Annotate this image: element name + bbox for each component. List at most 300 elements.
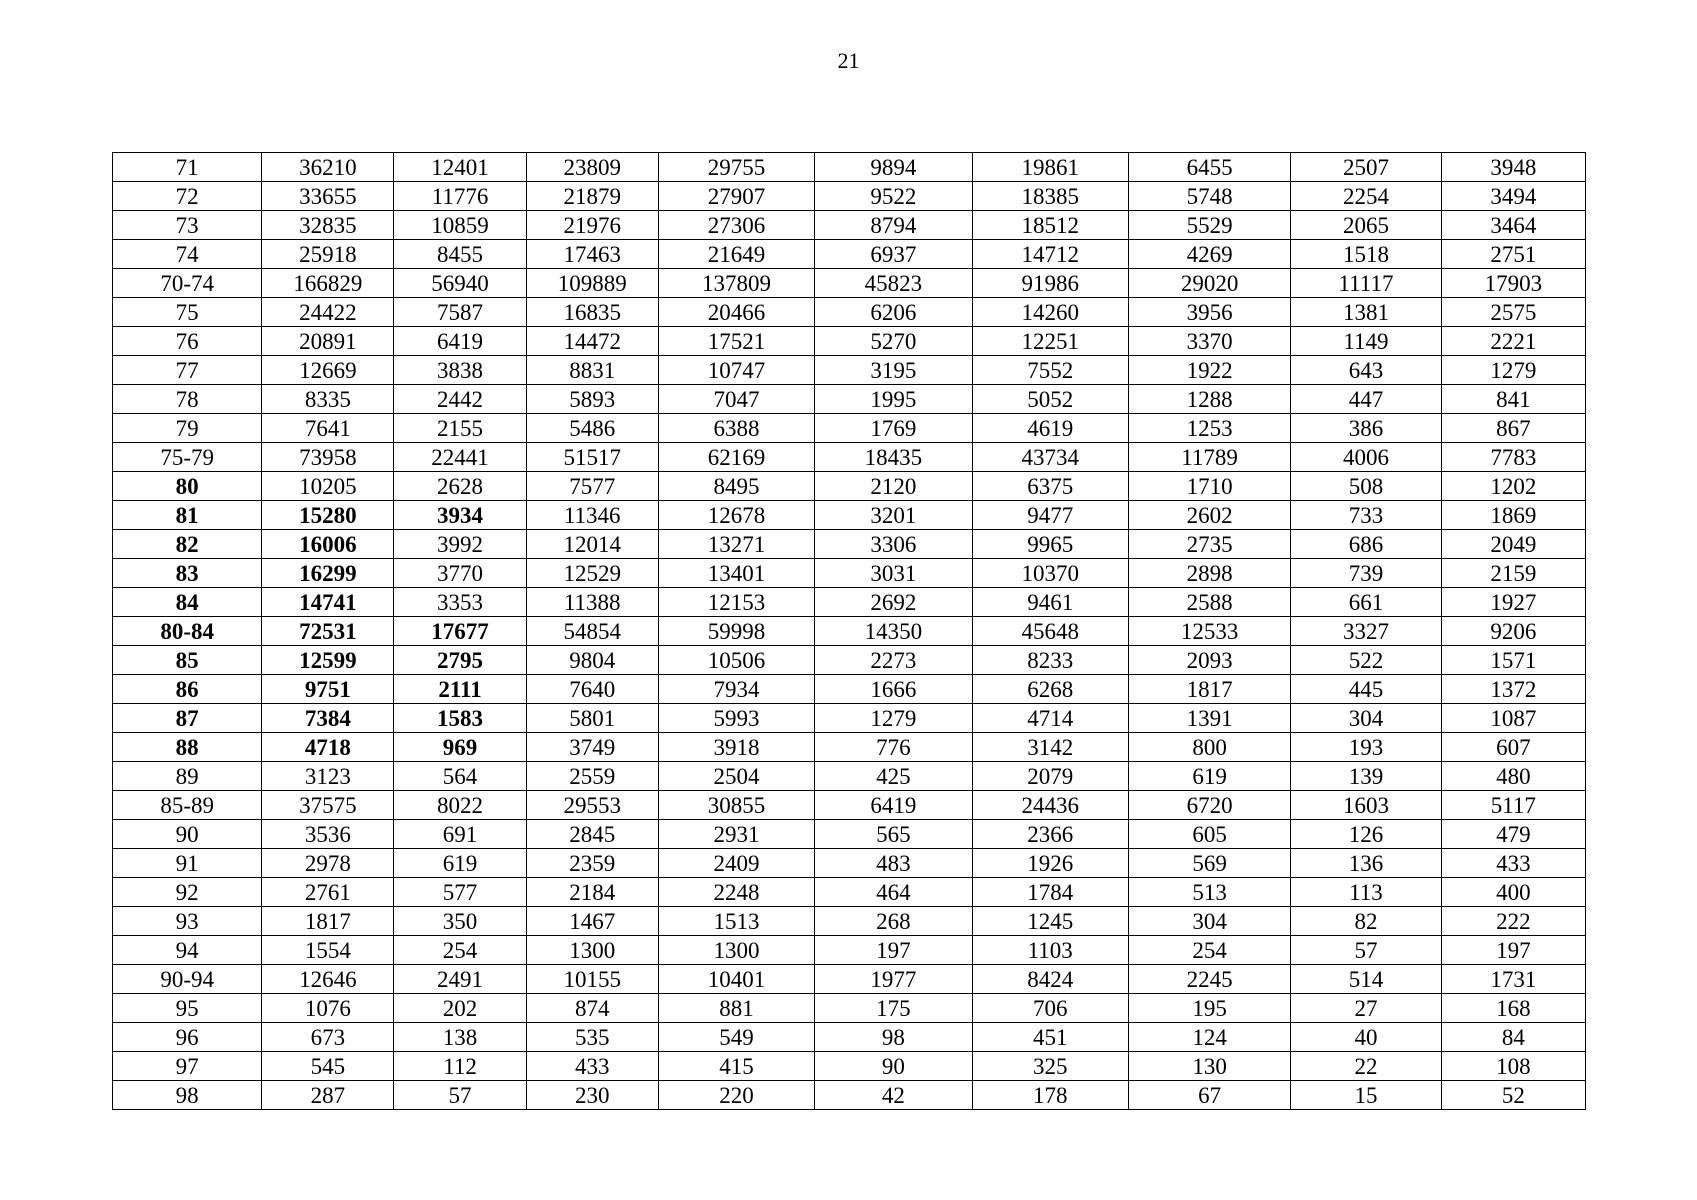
table-cell: 12599 bbox=[262, 646, 394, 675]
table-cell: 545 bbox=[262, 1052, 394, 1081]
table-cell: 2761 bbox=[262, 878, 394, 907]
row-label-cell: 92 bbox=[113, 878, 262, 907]
table-cell: 42 bbox=[815, 1081, 972, 1110]
table-cell: 6455 bbox=[1128, 153, 1290, 182]
table-cell: 874 bbox=[526, 994, 658, 1023]
table-cell: 3201 bbox=[815, 501, 972, 530]
table-row bbox=[113, 443, 1586, 472]
table-cell: 17521 bbox=[658, 327, 814, 356]
table-cell: 45823 bbox=[815, 269, 972, 298]
table-cell: 2602 bbox=[1128, 501, 1290, 530]
table-cell: 400 bbox=[1441, 878, 1585, 907]
row-label-cell: 78 bbox=[113, 385, 262, 414]
table-cell: 2184 bbox=[526, 878, 658, 907]
table-cell: 6419 bbox=[815, 791, 972, 820]
table-cell: 12669 bbox=[262, 356, 394, 385]
table-cell: 16299 bbox=[262, 559, 394, 588]
table-cell: 197 bbox=[1441, 936, 1585, 965]
table-cell: 1253 bbox=[1128, 414, 1290, 443]
table-cell: 4619 bbox=[972, 414, 1128, 443]
table-cell: 7552 bbox=[972, 356, 1128, 385]
table-cell: 18512 bbox=[972, 211, 1128, 240]
table-cell: 32835 bbox=[262, 211, 394, 240]
table-cell: 22 bbox=[1291, 1052, 1441, 1081]
table-cell: 1710 bbox=[1128, 472, 1290, 501]
table-cell: 881 bbox=[658, 994, 814, 1023]
table-cell: 841 bbox=[1441, 385, 1585, 414]
table-cell: 12251 bbox=[972, 327, 1128, 356]
table-cell: 2442 bbox=[394, 385, 526, 414]
table-cell: 1300 bbox=[526, 936, 658, 965]
table-cell: 108 bbox=[1441, 1052, 1585, 1081]
table-cell: 13401 bbox=[658, 559, 814, 588]
table-cell: 2120 bbox=[815, 472, 972, 501]
table-cell: 5748 bbox=[1128, 182, 1290, 211]
row-label-cell: 84 bbox=[113, 588, 262, 617]
table-cell: 12153 bbox=[658, 588, 814, 617]
table-cell: 3370 bbox=[1128, 327, 1290, 356]
table-row bbox=[113, 733, 1586, 762]
table-cell: 10155 bbox=[526, 965, 658, 994]
table-cell: 464 bbox=[815, 878, 972, 907]
table-cell: 12401 bbox=[394, 153, 526, 182]
table-cell: 18385 bbox=[972, 182, 1128, 211]
table-cell: 6720 bbox=[1128, 791, 1290, 820]
table-cell: 10747 bbox=[658, 356, 814, 385]
table-cell: 1076 bbox=[262, 994, 394, 1023]
table-cell: 40 bbox=[1291, 1023, 1441, 1052]
table-body bbox=[113, 153, 1586, 1110]
table-row bbox=[113, 878, 1586, 907]
row-label-cell: 89 bbox=[113, 762, 262, 791]
table-row bbox=[113, 675, 1586, 704]
table-cell: 5529 bbox=[1128, 211, 1290, 240]
table-cell: 139 bbox=[1291, 762, 1441, 791]
table-cell: 109889 bbox=[526, 269, 658, 298]
table-cell: 21976 bbox=[526, 211, 658, 240]
table-cell: 1666 bbox=[815, 675, 972, 704]
table-cell: 1784 bbox=[972, 878, 1128, 907]
table-cell: 21879 bbox=[526, 182, 658, 211]
page-number: 21 bbox=[837, 48, 860, 73]
table-row bbox=[113, 501, 1586, 530]
table-cell: 691 bbox=[394, 820, 526, 849]
table-cell: 130 bbox=[1128, 1052, 1290, 1081]
table-cell: 175 bbox=[815, 994, 972, 1023]
table-cell: 9751 bbox=[262, 675, 394, 704]
table-cell: 29020 bbox=[1128, 269, 1290, 298]
table-cell: 1583 bbox=[394, 704, 526, 733]
table-cell: 14472 bbox=[526, 327, 658, 356]
table-cell: 222 bbox=[1441, 907, 1585, 936]
table-row bbox=[113, 762, 1586, 791]
table-cell: 619 bbox=[394, 849, 526, 878]
table-cell: 2845 bbox=[526, 820, 658, 849]
table-cell: 43734 bbox=[972, 443, 1128, 472]
row-label-cell: 77 bbox=[113, 356, 262, 385]
table-cell: 2049 bbox=[1441, 530, 1585, 559]
table-cell: 10370 bbox=[972, 559, 1128, 588]
table-cell: 1922 bbox=[1128, 356, 1290, 385]
data-table bbox=[112, 152, 1586, 1110]
table-cell: 3918 bbox=[658, 733, 814, 762]
table-cell: 7577 bbox=[526, 472, 658, 501]
row-label-cell: 70-74 bbox=[113, 269, 262, 298]
table-cell: 619 bbox=[1128, 762, 1290, 791]
table-cell: 3031 bbox=[815, 559, 972, 588]
table-row bbox=[113, 211, 1586, 240]
table-cell: 1518 bbox=[1291, 240, 1441, 269]
row-label-cell: 95 bbox=[113, 994, 262, 1023]
table-cell: 2559 bbox=[526, 762, 658, 791]
table-cell: 57 bbox=[1291, 936, 1441, 965]
table-cell: 5117 bbox=[1441, 791, 1585, 820]
row-label-cell: 72 bbox=[113, 182, 262, 211]
table-cell: 1300 bbox=[658, 936, 814, 965]
table-cell: 7047 bbox=[658, 385, 814, 414]
table-cell: 14260 bbox=[972, 298, 1128, 327]
table-cell: 4006 bbox=[1291, 443, 1441, 472]
table-cell: 643 bbox=[1291, 356, 1441, 385]
table-cell: 15280 bbox=[262, 501, 394, 530]
table-cell: 11388 bbox=[526, 588, 658, 617]
table-cell: 673 bbox=[262, 1023, 394, 1052]
table-cell: 67 bbox=[1128, 1081, 1290, 1110]
table-cell: 90 bbox=[815, 1052, 972, 1081]
table-cell: 513 bbox=[1128, 878, 1290, 907]
table-cell: 2065 bbox=[1291, 211, 1441, 240]
table-cell: 7587 bbox=[394, 298, 526, 327]
table-cell: 268 bbox=[815, 907, 972, 936]
row-label-cell: 81 bbox=[113, 501, 262, 530]
table-cell: 3749 bbox=[526, 733, 658, 762]
table-cell: 13271 bbox=[658, 530, 814, 559]
table-cell: 2588 bbox=[1128, 588, 1290, 617]
row-label-cell: 87 bbox=[113, 704, 262, 733]
table-cell: 14350 bbox=[815, 617, 972, 646]
table-cell: 9894 bbox=[815, 153, 972, 182]
table-cell: 2111 bbox=[394, 675, 526, 704]
table-cell: 2751 bbox=[1441, 240, 1585, 269]
table-cell: 522 bbox=[1291, 646, 1441, 675]
row-label-cell: 80-84 bbox=[113, 617, 262, 646]
table-row bbox=[113, 820, 1586, 849]
table-cell: 2628 bbox=[394, 472, 526, 501]
table-cell: 193 bbox=[1291, 733, 1441, 762]
table-cell: 17903 bbox=[1441, 269, 1585, 298]
table-cell: 27 bbox=[1291, 994, 1441, 1023]
table-cell: 3142 bbox=[972, 733, 1128, 762]
table-cell: 867 bbox=[1441, 414, 1585, 443]
table-cell: 10859 bbox=[394, 211, 526, 240]
table-cell: 2735 bbox=[1128, 530, 1290, 559]
table-cell: 12014 bbox=[526, 530, 658, 559]
table-cell: 1202 bbox=[1441, 472, 1585, 501]
table-cell: 2575 bbox=[1441, 298, 1585, 327]
table-cell: 4269 bbox=[1128, 240, 1290, 269]
table-cell: 6419 bbox=[394, 327, 526, 356]
table-cell: 10506 bbox=[658, 646, 814, 675]
table-cell: 776 bbox=[815, 733, 972, 762]
table-cell: 661 bbox=[1291, 588, 1441, 617]
row-label-cell: 96 bbox=[113, 1023, 262, 1052]
table-row bbox=[113, 356, 1586, 385]
table-cell: 197 bbox=[815, 936, 972, 965]
table-cell: 2248 bbox=[658, 878, 814, 907]
table-cell: 508 bbox=[1291, 472, 1441, 501]
table-cell: 62169 bbox=[658, 443, 814, 472]
table-cell: 565 bbox=[815, 820, 972, 849]
table-row bbox=[113, 530, 1586, 559]
table-cell: 14741 bbox=[262, 588, 394, 617]
table-cell: 6268 bbox=[972, 675, 1128, 704]
table-cell: 350 bbox=[394, 907, 526, 936]
table-cell: 10401 bbox=[658, 965, 814, 994]
table-cell: 2931 bbox=[658, 820, 814, 849]
table-cell: 445 bbox=[1291, 675, 1441, 704]
table-cell: 733 bbox=[1291, 501, 1441, 530]
table-row bbox=[113, 646, 1586, 675]
table-cell: 1288 bbox=[1128, 385, 1290, 414]
table-row bbox=[113, 704, 1586, 733]
row-label-cell: 83 bbox=[113, 559, 262, 588]
table-cell: 607 bbox=[1441, 733, 1585, 762]
row-label-cell: 97 bbox=[113, 1052, 262, 1081]
table-cell: 483 bbox=[815, 849, 972, 878]
row-label-cell: 85-89 bbox=[113, 791, 262, 820]
table-cell: 451 bbox=[972, 1023, 1128, 1052]
row-label-cell: 93 bbox=[113, 907, 262, 936]
table-cell: 14712 bbox=[972, 240, 1128, 269]
table-cell: 800 bbox=[1128, 733, 1290, 762]
table-cell: 479 bbox=[1441, 820, 1585, 849]
table-cell: 33655 bbox=[262, 182, 394, 211]
table-cell: 1769 bbox=[815, 414, 972, 443]
table-cell: 23809 bbox=[526, 153, 658, 182]
table-cell: 137809 bbox=[658, 269, 814, 298]
row-label-cell: 75 bbox=[113, 298, 262, 327]
table-cell: 1603 bbox=[1291, 791, 1441, 820]
table-cell: 8794 bbox=[815, 211, 972, 240]
table-cell: 16835 bbox=[526, 298, 658, 327]
table-cell: 36210 bbox=[262, 153, 394, 182]
table-cell: 4714 bbox=[972, 704, 1128, 733]
table-cell: 2159 bbox=[1441, 559, 1585, 588]
table-cell: 27306 bbox=[658, 211, 814, 240]
table-cell: 2155 bbox=[394, 414, 526, 443]
table-cell: 1103 bbox=[972, 936, 1128, 965]
table-cell: 17463 bbox=[526, 240, 658, 269]
table-cell: 2692 bbox=[815, 588, 972, 617]
table-cell: 15 bbox=[1291, 1081, 1441, 1110]
table-cell: 3353 bbox=[394, 588, 526, 617]
table-cell: 9206 bbox=[1441, 617, 1585, 646]
table-cell: 325 bbox=[972, 1052, 1128, 1081]
table-cell: 9477 bbox=[972, 501, 1128, 530]
table-cell: 7934 bbox=[658, 675, 814, 704]
table-cell: 202 bbox=[394, 994, 526, 1023]
table-cell: 447 bbox=[1291, 385, 1441, 414]
table-cell: 433 bbox=[526, 1052, 658, 1081]
table-cell: 1372 bbox=[1441, 675, 1585, 704]
table-cell: 1467 bbox=[526, 907, 658, 936]
table-cell: 1817 bbox=[1128, 675, 1290, 704]
table-cell: 1995 bbox=[815, 385, 972, 414]
table-cell: 8495 bbox=[658, 472, 814, 501]
table-row bbox=[113, 327, 1586, 356]
table-cell: 2359 bbox=[526, 849, 658, 878]
table-cell: 1927 bbox=[1441, 588, 1585, 617]
table-cell: 1149 bbox=[1291, 327, 1441, 356]
table-cell: 230 bbox=[526, 1081, 658, 1110]
table-cell: 22441 bbox=[394, 443, 526, 472]
table-cell: 220 bbox=[658, 1081, 814, 1110]
table-cell: 433 bbox=[1441, 849, 1585, 878]
table-cell: 3838 bbox=[394, 356, 526, 385]
table-cell: 1513 bbox=[658, 907, 814, 936]
table-cell: 12533 bbox=[1128, 617, 1290, 646]
table-cell: 2273 bbox=[815, 646, 972, 675]
table-cell: 1087 bbox=[1441, 704, 1585, 733]
table-cell: 7783 bbox=[1441, 443, 1585, 472]
table-cell: 8335 bbox=[262, 385, 394, 414]
row-label-cell: 91 bbox=[113, 849, 262, 878]
table-cell: 29755 bbox=[658, 153, 814, 182]
table-cell: 1571 bbox=[1441, 646, 1585, 675]
table-cell: 739 bbox=[1291, 559, 1441, 588]
table-cell: 480 bbox=[1441, 762, 1585, 791]
table-cell: 11346 bbox=[526, 501, 658, 530]
table-cell: 1869 bbox=[1441, 501, 1585, 530]
table-cell: 2221 bbox=[1441, 327, 1585, 356]
table-cell: 29553 bbox=[526, 791, 658, 820]
table-cell: 304 bbox=[1128, 907, 1290, 936]
table-cell: 514 bbox=[1291, 965, 1441, 994]
table-cell: 5486 bbox=[526, 414, 658, 443]
table-cell: 254 bbox=[394, 936, 526, 965]
table-row bbox=[113, 298, 1586, 327]
table-cell: 1731 bbox=[1441, 965, 1585, 994]
table-row bbox=[113, 1081, 1586, 1110]
table-cell: 25918 bbox=[262, 240, 394, 269]
table-cell: 11789 bbox=[1128, 443, 1290, 472]
table-cell: 706 bbox=[972, 994, 1128, 1023]
table-cell: 21649 bbox=[658, 240, 814, 269]
table-cell: 5993 bbox=[658, 704, 814, 733]
table-cell: 9965 bbox=[972, 530, 1128, 559]
table-cell: 549 bbox=[658, 1023, 814, 1052]
table-cell: 535 bbox=[526, 1023, 658, 1052]
table-cell: 3536 bbox=[262, 820, 394, 849]
table-cell: 415 bbox=[658, 1052, 814, 1081]
table-cell: 5801 bbox=[526, 704, 658, 733]
row-label-cell: 73 bbox=[113, 211, 262, 240]
table-cell: 91986 bbox=[972, 269, 1128, 298]
table-cell: 5893 bbox=[526, 385, 658, 414]
table-cell: 2795 bbox=[394, 646, 526, 675]
table-cell: 24422 bbox=[262, 298, 394, 327]
table-row bbox=[113, 588, 1586, 617]
table-cell: 138 bbox=[394, 1023, 526, 1052]
table-cell: 1279 bbox=[815, 704, 972, 733]
table-cell: 166829 bbox=[262, 269, 394, 298]
table-cell: 287 bbox=[262, 1081, 394, 1110]
table-row bbox=[113, 385, 1586, 414]
table-cell: 7641 bbox=[262, 414, 394, 443]
table-cell: 84 bbox=[1441, 1023, 1585, 1052]
table-row bbox=[113, 907, 1586, 936]
row-label-cell: 88 bbox=[113, 733, 262, 762]
table-cell: 7384 bbox=[262, 704, 394, 733]
table-cell: 1391 bbox=[1128, 704, 1290, 733]
table-cell: 195 bbox=[1128, 994, 1290, 1023]
row-label-cell: 71 bbox=[113, 153, 262, 182]
table-row bbox=[113, 994, 1586, 1023]
table-cell: 56940 bbox=[394, 269, 526, 298]
row-label-cell: 75-79 bbox=[113, 443, 262, 472]
table-cell: 2409 bbox=[658, 849, 814, 878]
table-cell: 2898 bbox=[1128, 559, 1290, 588]
table-cell: 6206 bbox=[815, 298, 972, 327]
table-row bbox=[113, 1023, 1586, 1052]
table-cell: 2491 bbox=[394, 965, 526, 994]
table-cell: 19861 bbox=[972, 153, 1128, 182]
table-cell: 98 bbox=[815, 1023, 972, 1052]
table-cell: 2504 bbox=[658, 762, 814, 791]
table-row bbox=[113, 472, 1586, 501]
table-cell: 1977 bbox=[815, 965, 972, 994]
table-cell: 9804 bbox=[526, 646, 658, 675]
table-cell: 8022 bbox=[394, 791, 526, 820]
table-row bbox=[113, 240, 1586, 269]
row-label-cell: 98 bbox=[113, 1081, 262, 1110]
table-cell: 3956 bbox=[1128, 298, 1290, 327]
table-cell: 9522 bbox=[815, 182, 972, 211]
table-cell: 3464 bbox=[1441, 211, 1585, 240]
table-cell: 3992 bbox=[394, 530, 526, 559]
table-cell: 2079 bbox=[972, 762, 1128, 791]
table-cell: 1817 bbox=[262, 907, 394, 936]
table-cell: 1926 bbox=[972, 849, 1128, 878]
table-row bbox=[113, 153, 1586, 182]
table-cell: 11117 bbox=[1291, 269, 1441, 298]
table-cell: 18435 bbox=[815, 443, 972, 472]
table-cell: 112 bbox=[394, 1052, 526, 1081]
table-cell: 2093 bbox=[1128, 646, 1290, 675]
table-cell: 8233 bbox=[972, 646, 1128, 675]
table-cell: 8424 bbox=[972, 965, 1128, 994]
table-cell: 1245 bbox=[972, 907, 1128, 936]
table-cell: 2245 bbox=[1128, 965, 1290, 994]
table-cell: 254 bbox=[1128, 936, 1290, 965]
table-cell: 686 bbox=[1291, 530, 1441, 559]
table-cell: 57 bbox=[394, 1081, 526, 1110]
table-row bbox=[113, 414, 1586, 443]
table-cell: 126 bbox=[1291, 820, 1441, 849]
table-cell: 45648 bbox=[972, 617, 1128, 646]
table-cell: 3195 bbox=[815, 356, 972, 385]
table-cell: 3934 bbox=[394, 501, 526, 530]
table-cell: 2254 bbox=[1291, 182, 1441, 211]
table-cell: 5270 bbox=[815, 327, 972, 356]
row-label-cell: 94 bbox=[113, 936, 262, 965]
table-cell: 12529 bbox=[526, 559, 658, 588]
row-label-cell: 86 bbox=[113, 675, 262, 704]
row-label-cell: 79 bbox=[113, 414, 262, 443]
table-row bbox=[113, 965, 1586, 994]
table-cell: 24436 bbox=[972, 791, 1128, 820]
table-cell: 12678 bbox=[658, 501, 814, 530]
